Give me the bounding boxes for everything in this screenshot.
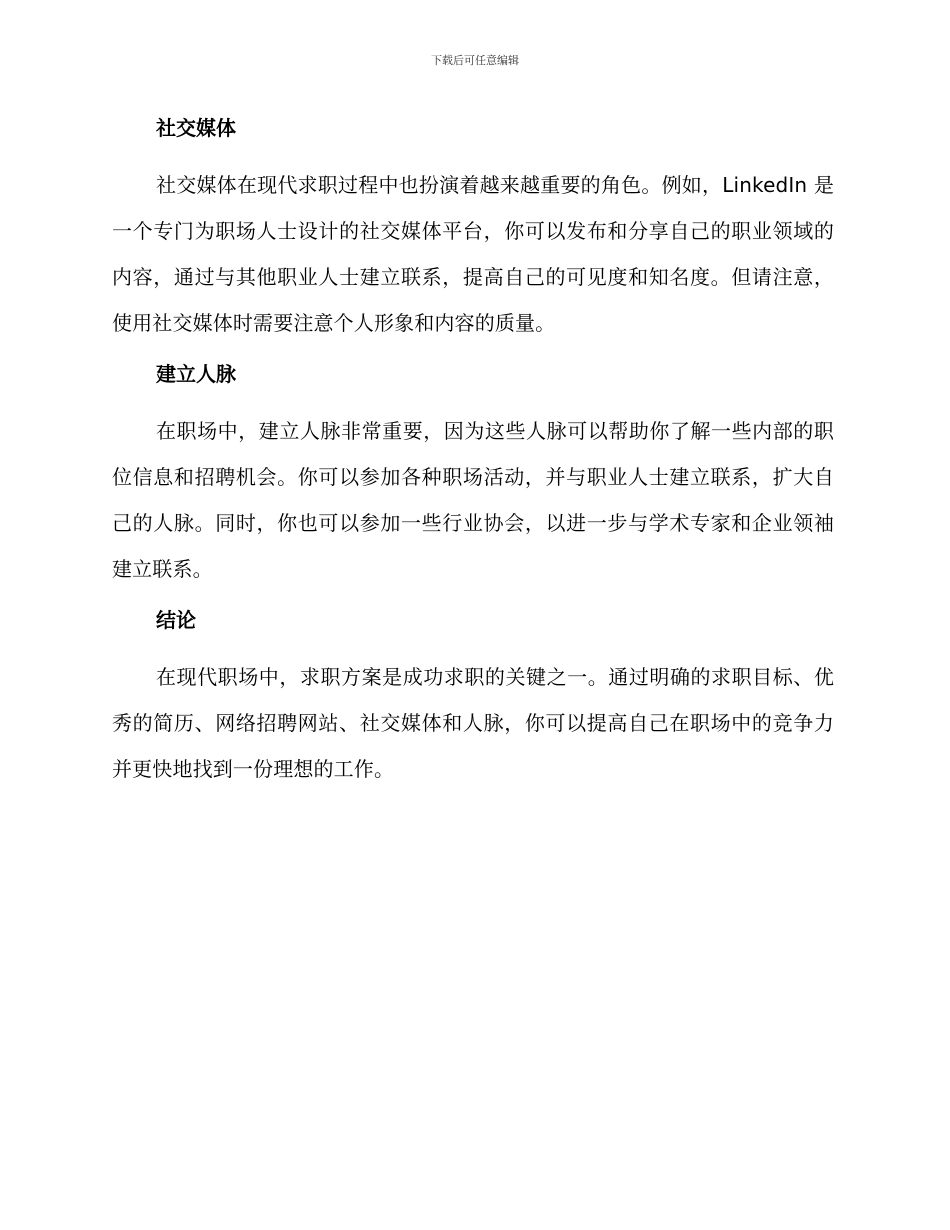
section-heading-networking: 建立人脉 [156,362,236,386]
section-heading-social-media: 社交媒体 [156,116,236,140]
section-paragraph-social-media: 社交媒体在现代求职过程中也扮演着越来越重要的角色。例如，LinkedIn 是一个专门为职场人士设计的社交媒体平台，你可以发布和分享自己的职业领域的内容，通过与其他职业人士建立联系，提高自己的可见度和知名度。但请注意，使用社交媒体时需要注意个人形象和内容的质量。 [112,173,834,335]
section-paragraph-networking: 在职场中，建立人脉非常重要，因为这些人脉可以帮助你了解一些内部的职位信息和招聘机会。你可以参加各种职场活动，并与职业人士建立联系，扩大自己的人脉。同时，你也可以参加一些行业协会，以进一步与学术专家和企业领袖建立联系。 [112,419,834,581]
section-heading-conclusion: 结论 [156,608,196,632]
page-header: 下载后可任意编辑 [431,54,519,67]
section-paragraph-conclusion: 在现代职场中，求职方案是成功求职的关键之一。通过明确的求职目标、优秀的简历、网络招聘网站、社交媒体和人脉，你可以提高自己在职场中的竞争力并更快地找到一份理想的工作。 [112,665,834,781]
document-body [112,110,834,792]
